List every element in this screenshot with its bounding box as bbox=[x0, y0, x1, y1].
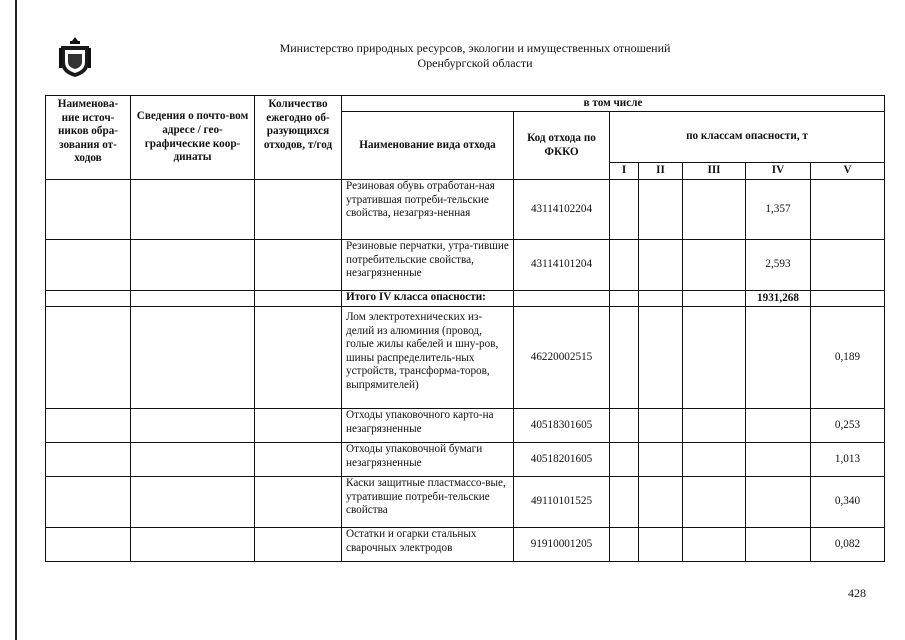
class-iv-cell bbox=[746, 477, 811, 528]
header-class-iii: III bbox=[683, 163, 746, 180]
page-number: 428 bbox=[848, 586, 866, 600]
fkko-code-cell: 46220002515 bbox=[514, 307, 610, 409]
class-v-cell bbox=[811, 180, 885, 240]
header-address: Сведения о почто-вом адресе / гео-графические коор-динаты bbox=[131, 96, 255, 180]
class-iv-cell bbox=[746, 409, 811, 443]
waste-table bbox=[45, 95, 885, 562]
fkko-code-cell: 91910001205 bbox=[514, 528, 610, 562]
total-row bbox=[46, 291, 885, 307]
header-including: в том числе bbox=[342, 96, 885, 112]
class-v-cell: 0,189 bbox=[811, 307, 885, 409]
coat-of-arms-icon bbox=[58, 36, 92, 78]
class-v-cell bbox=[811, 291, 885, 307]
class-v-cell: 0,082 bbox=[811, 528, 885, 562]
class-iv-cell: 1,357 bbox=[746, 180, 811, 240]
class-v-cell bbox=[811, 240, 885, 291]
region-name: Оренбургской области bbox=[417, 56, 533, 70]
class-v-cell: 0,253 bbox=[811, 409, 885, 443]
ministry-name: Министерство природных ресурсов, экологии и имущественных отношений bbox=[279, 41, 671, 55]
header-class-iv: IV bbox=[746, 163, 811, 180]
waste-name-cell: Каски защитные пластмассо-вые, утратившие потреби-тельские свойства bbox=[342, 477, 514, 528]
waste-name-cell: Резиновая обувь отработан-ная утратившая потреби-тельские свойства, незагряз-ненная bbox=[342, 180, 514, 240]
fkko-code-cell: 49110101525 bbox=[514, 477, 610, 528]
table-row bbox=[46, 443, 885, 477]
header-class-ii: II bbox=[639, 163, 683, 180]
total-label: Итого IV класса опасности: bbox=[342, 291, 514, 307]
header-quantity: Количество ежегодно об-разующихся отходов, т/год bbox=[255, 96, 342, 180]
header-hazard-classes: по классам опасности, т bbox=[610, 112, 885, 163]
class-iv-cell bbox=[746, 443, 811, 477]
header-fkko-code: Код отхода по ФККО bbox=[514, 112, 610, 180]
class-v-cell: 1,013 bbox=[811, 443, 885, 477]
total-class-iv: 1931,268 bbox=[746, 291, 811, 307]
header-waste-name: Наименование вида отхода bbox=[342, 112, 514, 180]
waste-name-cell: Отходы упаковочного карто-на незагрязненные bbox=[342, 409, 514, 443]
fkko-code-cell: 40518301605 bbox=[514, 409, 610, 443]
class-iv-cell: 2,593 bbox=[746, 240, 811, 291]
waste-name-cell: Лом электротехнических из-делий из алюминия (провод, голые жилы кабелей и шну-ров, шины распределитель-ных устройств, трансформа-торов, выпрямителей) bbox=[342, 307, 514, 409]
class-v-cell: 0,340 bbox=[811, 477, 885, 528]
table-row bbox=[46, 240, 885, 291]
waste-name-cell: Остатки и огарки стальных сварочных электродов bbox=[342, 528, 514, 562]
table-row bbox=[46, 409, 885, 443]
fkko-code-cell: 43114102204 bbox=[514, 180, 610, 240]
fkko-code-cell: 40518201605 bbox=[514, 443, 610, 477]
class-iv-cell bbox=[746, 528, 811, 562]
class-iv-cell bbox=[746, 307, 811, 409]
waste-name-cell: Отходы упаковочной бумаги незагрязненные bbox=[342, 443, 514, 477]
header-class-i: I bbox=[610, 163, 639, 180]
fkko-code-cell bbox=[514, 291, 610, 307]
header-class-v: V bbox=[811, 163, 885, 180]
page-left-border bbox=[15, 0, 17, 640]
waste-name-cell: Резиновые перчатки, утра-тившие потребительские свойства, незагрязненные bbox=[342, 240, 514, 291]
table-row bbox=[46, 477, 885, 528]
header-source-name: Наименова-ние источ-ников обра-зования от-ходов bbox=[46, 96, 131, 180]
table-row bbox=[46, 180, 885, 240]
document-header bbox=[150, 41, 800, 71]
fkko-code-cell: 43114101204 bbox=[514, 240, 610, 291]
table-row bbox=[46, 307, 885, 409]
table-row bbox=[46, 528, 885, 562]
